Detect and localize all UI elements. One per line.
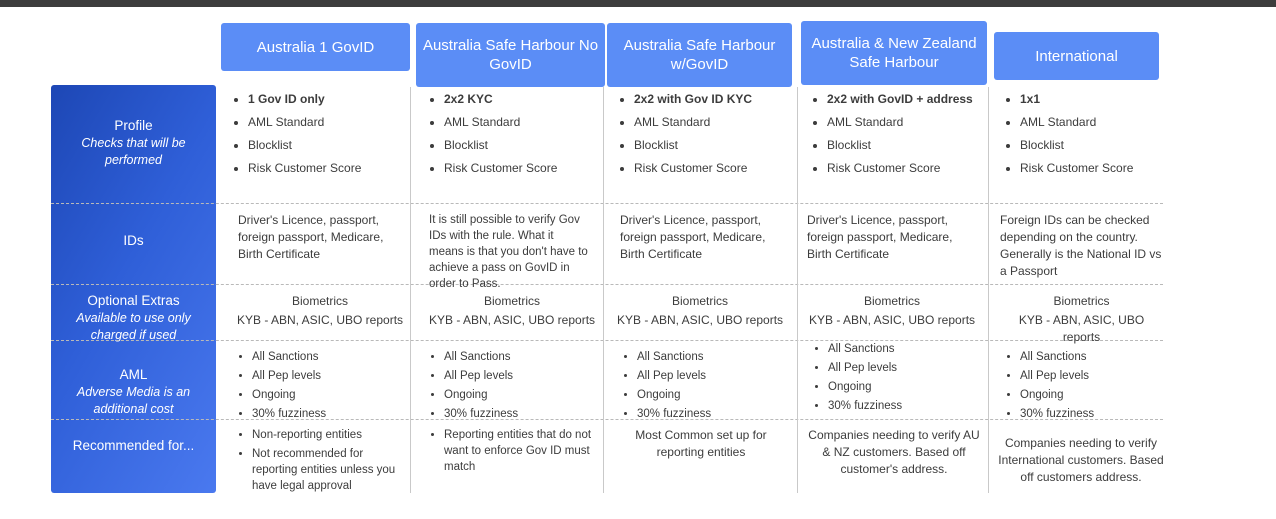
cell-text-kyb: KYB - ABN, ASIC, UBO reports bbox=[808, 313, 976, 327]
list-item: • Blocklist bbox=[248, 137, 408, 154]
cell-extras-col2 bbox=[428, 293, 596, 331]
list-item: • AML Standard bbox=[827, 114, 982, 131]
cell-text-biometrics: Biometrics bbox=[671, 294, 728, 308]
column-header-label: International bbox=[1035, 47, 1118, 65]
list-item: • 30% fuzziness bbox=[828, 398, 983, 414]
cell-ids-col5 bbox=[1000, 212, 1163, 282]
cell-text-biometrics: Biometrics bbox=[291, 294, 348, 308]
cell-text-biometrics: Biometrics bbox=[863, 294, 920, 308]
cell-extras-col5 bbox=[1000, 293, 1163, 348]
list-item: • 2x2 KYC bbox=[444, 91, 600, 108]
cell-ids-col2 bbox=[429, 212, 591, 294]
column-header-australia-1-govid[interactable] bbox=[221, 23, 410, 71]
cell-ids-col3 bbox=[620, 212, 788, 265]
list-item: • All Sanctions bbox=[828, 341, 983, 357]
cell-text-kyb: KYB - ABN, ASIC, UBO reports bbox=[236, 313, 404, 327]
cell-text-kyb: KYB - ABN, ASIC, UBO reports bbox=[1018, 313, 1145, 344]
cell-profile-col2 bbox=[424, 91, 600, 183]
list-item: • All Pep levels bbox=[637, 368, 792, 384]
comparison-table bbox=[0, 7, 1276, 519]
list-item: • 1 Gov ID only bbox=[248, 91, 408, 108]
row-separator-profile-ids bbox=[51, 203, 1163, 204]
list-item: • 2x2 with Gov ID KYC bbox=[634, 91, 794, 108]
row-label-aml bbox=[51, 366, 216, 418]
list-item: • All Pep levels bbox=[444, 368, 599, 384]
row-label-subtitle: Adverse Media is an additional cost bbox=[76, 385, 191, 416]
column-header-label: Australia & New Zealand Safe Harbour bbox=[811, 35, 977, 71]
list-item: • Risk Customer Score bbox=[248, 160, 408, 177]
row-label-title: Profile bbox=[114, 118, 153, 133]
cell-aml-col1 bbox=[232, 349, 407, 425]
cell-text: Driver's Licence, passport, foreign passport, Medicare, Birth Certificate bbox=[807, 213, 953, 261]
list-item: • Risk Customer Score bbox=[1020, 160, 1168, 177]
row-label-subtitle: Available to use only charged if used bbox=[76, 311, 191, 342]
row-separator-ids-extras bbox=[51, 284, 1163, 285]
cell-ids-col1 bbox=[238, 212, 403, 265]
cell-text: Driver's Licence, passport, foreign passport, Medicare, Birth Certificate bbox=[238, 213, 384, 261]
list-item: • Reporting entities that do not want to enforce Gov ID must match bbox=[444, 427, 600, 475]
cell-text: It is still possible to verify Gov IDs with the rule. What it means is that you don't have to achieve a pass on GovID in order to Pass. bbox=[429, 214, 588, 290]
list-item: • Blocklist bbox=[827, 137, 982, 154]
cell-extras-col4 bbox=[808, 293, 976, 331]
cell-extras-col3 bbox=[616, 293, 784, 331]
list-item: • 30% fuzziness bbox=[1020, 406, 1168, 422]
list-item: • Risk Customer Score bbox=[444, 160, 600, 177]
row-label-title: Optional Extras bbox=[87, 293, 180, 308]
list-item: • All Sanctions bbox=[1020, 349, 1168, 365]
list-item: • Not recommended for reporting entities unless you have legal approval bbox=[252, 446, 408, 494]
column-separator-4 bbox=[988, 87, 989, 493]
cell-aml-col3 bbox=[617, 349, 792, 425]
cell-extras-col1 bbox=[236, 293, 404, 331]
column-header-australia-new-zealand-safe-harbour[interactable] bbox=[801, 21, 987, 85]
list-item: • AML Standard bbox=[248, 114, 408, 131]
list-item: • Ongoing bbox=[828, 379, 983, 395]
list-item: • 30% fuzziness bbox=[637, 406, 792, 422]
row-label-subtitle: Checks that will be performed bbox=[81, 136, 186, 167]
column-separator-1 bbox=[410, 87, 411, 493]
cell-profile-col3 bbox=[614, 91, 794, 183]
row-label-profile bbox=[51, 117, 216, 169]
cell-recommended-col1 bbox=[232, 427, 408, 497]
cell-profile-col1 bbox=[228, 91, 408, 183]
list-item: • Non-reporting entities bbox=[252, 427, 408, 443]
row-label-title: IDs bbox=[123, 233, 144, 248]
list-item: • Ongoing bbox=[637, 387, 792, 403]
cell-text-kyb: KYB - ABN, ASIC, UBO reports bbox=[616, 313, 784, 327]
cell-text: Foreign IDs can be checked depending on the country. Generally is the National ID vs a Passport bbox=[1000, 213, 1162, 278]
cell-text-biometrics: Biometrics bbox=[1053, 294, 1110, 308]
cell-aml-col5 bbox=[1000, 349, 1168, 425]
cell-text: Companies needing to verify International customers. Based off customers address. bbox=[998, 436, 1164, 484]
column-header-label: Australia Safe Harbour w/GovID bbox=[623, 37, 776, 73]
list-item: • All Pep levels bbox=[1020, 368, 1168, 384]
list-item: • Blocklist bbox=[444, 137, 600, 154]
row-separator-aml-recommended bbox=[51, 419, 1163, 420]
list-item: • Ongoing bbox=[252, 387, 407, 403]
row-label-title: AML bbox=[119, 367, 148, 382]
row-label-ids bbox=[51, 232, 216, 250]
row-label-panel bbox=[51, 85, 216, 493]
list-item: • AML Standard bbox=[634, 114, 794, 131]
list-item: • 2x2 with GovID + address bbox=[827, 91, 982, 108]
list-item: • AML Standard bbox=[444, 114, 600, 131]
list-item: • All Pep levels bbox=[252, 368, 407, 384]
row-separator-extras-aml bbox=[51, 340, 1163, 341]
column-header-label: Australia Safe Harbour No GovID bbox=[422, 37, 599, 73]
row-label-optional-extras bbox=[51, 292, 216, 344]
column-separator-2 bbox=[603, 87, 604, 493]
cell-text-biometrics: Biometrics bbox=[483, 294, 540, 308]
column-header-australia-safe-harbour-no-govid[interactable] bbox=[416, 23, 605, 87]
cell-aml-col4 bbox=[808, 341, 983, 417]
cell-ids-col4 bbox=[807, 212, 975, 265]
list-item: • AML Standard bbox=[1020, 114, 1168, 131]
cell-text-kyb: KYB - ABN, ASIC, UBO reports bbox=[428, 313, 596, 327]
list-item: • All Sanctions bbox=[637, 349, 792, 365]
list-item: • 1x1 bbox=[1020, 91, 1168, 108]
column-header-australia-safe-harbour-w-govid[interactable] bbox=[607, 23, 792, 87]
list-item: • 30% fuzziness bbox=[252, 406, 407, 422]
window-top-bar bbox=[0, 0, 1276, 7]
list-item: • Blocklist bbox=[1020, 137, 1168, 154]
column-separator-3 bbox=[797, 87, 798, 493]
cell-recommended-col2 bbox=[424, 427, 600, 478]
list-item: • All Pep levels bbox=[828, 360, 983, 376]
list-item: • Risk Customer Score bbox=[827, 160, 982, 177]
list-item: • All Sanctions bbox=[444, 349, 599, 365]
cell-recommended-col3 bbox=[611, 427, 791, 463]
row-label-title: Recommended for... bbox=[72, 438, 195, 453]
list-item: • Risk Customer Score bbox=[634, 160, 794, 177]
cell-text: Companies needing to verify AU & NZ customers. Based off customer's address. bbox=[808, 428, 980, 476]
cell-text: Most Common set up for reporting entities bbox=[635, 428, 767, 459]
list-item: • All Sanctions bbox=[252, 349, 407, 365]
cell-profile-col5 bbox=[1000, 91, 1168, 183]
list-item: • Ongoing bbox=[444, 387, 599, 403]
list-item: • Ongoing bbox=[1020, 387, 1168, 403]
cell-profile-col4 bbox=[807, 91, 982, 183]
column-header-label: Australia 1 GovID bbox=[256, 38, 375, 56]
cell-text: Driver's Licence, passport, foreign passport, Medicare, Birth Certificate bbox=[620, 213, 766, 261]
list-item: • Blocklist bbox=[634, 137, 794, 154]
list-item: • 30% fuzziness bbox=[444, 406, 599, 422]
column-header-international[interactable] bbox=[994, 32, 1159, 80]
cell-aml-col2 bbox=[424, 349, 599, 425]
cell-recommended-col5 bbox=[996, 435, 1166, 488]
cell-recommended-col4 bbox=[804, 427, 984, 480]
row-label-recommended-for bbox=[51, 437, 216, 455]
